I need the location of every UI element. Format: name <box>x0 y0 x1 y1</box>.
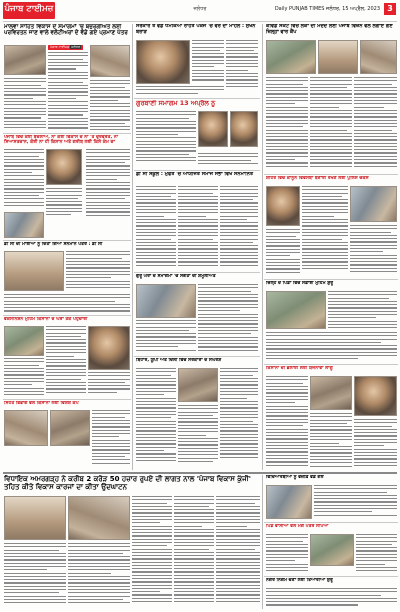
headline-left-second: ਪੰਜਾਬ ਵਿਚ ਕੋਈ ਬਦਲਾਅ, ਨਾ ਕੋਈ ਵਿਕਾਸ ਦੇ ਨਾਂ 'ਤੇ ਦੁਰਵਰਤੋਂ, ਨਾ ਸਿਆਸਤਦਾਨ, ਕੋਈ ਨਾ ਹੀ ਕਿਸਾਨ ਅਤੇ ਗਰੀਬ ਲਈ ਕਿਸੇ ਕੰਮ ਦਾ <box>4 135 119 146</box>
column-separator <box>132 24 133 470</box>
portrait-speaker <box>136 40 190 84</box>
article-text <box>354 77 397 173</box>
article-text <box>88 372 130 396</box>
photo-rally <box>178 368 218 402</box>
photo-villagers <box>310 534 354 566</box>
section-rule <box>134 170 260 171</box>
article-text <box>192 40 224 84</box>
article-text <box>4 358 44 398</box>
section-rule <box>264 174 398 175</box>
column-separator <box>262 24 263 470</box>
headline-bottom-right-1: ਵਿਦਿਆਰਥੀਆਂ ਨੂੰ ਵਜ਼ੀਫ਼ੇ ਵੰਡੇ ਗਏ <box>266 475 324 480</box>
photo-inauguration-2 <box>68 496 130 540</box>
photo-police <box>350 186 397 222</box>
article-text <box>136 368 176 468</box>
headline-gurdwara: ਗੁਰੂ ਘਰਾਂ ਦੇ ਸਮਾਗਮਾਂ 'ਚ ਸੰਗਤਾਂ ਦੀ ਸ਼ਮੂਲੀਅਤ <box>136 274 216 279</box>
headline-left-fourth: ਵੈਕਸੀਨੇਸ਼ਨ ਮੁਹਿੰਮ ਕਿਸਾਨਾਂ ਦੇ ਘਰਾਂ ਤੱਕ ਪਹੁੰਚਾਈ <box>4 317 88 322</box>
headline-bottom-banner: ਵਿਧਾਇਕ ਅਮਰਗੜ੍ਹ ਨੇ ਕਰੀਬ 2 ਕਰੋੜ 50 ਹਜ਼ਾਰ ਰੁਪਏ ਦੀ ਲਾਗਤ ਨਾਲ 'ਪੰਜਾਬ ਵਿਕਾਸ ਕੁੰਜੀ' ਤਹਿਤ ਕੀਤੇ ਵਿਕਾਸ ਕਾਰਜਾਂ ਦਾ ਕੀਤਾ ਉਦਘਾਟਨ <box>4 475 251 492</box>
section-rule <box>3 133 131 134</box>
article-text <box>136 86 224 98</box>
issue-line: Daily PUNJAB TIMES ਜਲੰਧਰ, 15 ਅਪ੍ਰੈਲ, 2023 <box>274 6 380 12</box>
article-text <box>174 496 214 608</box>
section-rule-bottom <box>3 472 397 474</box>
article-text <box>132 496 172 608</box>
article-text <box>266 376 308 470</box>
photo-farmers <box>310 376 352 410</box>
article-text <box>310 413 352 470</box>
section-rule <box>264 522 398 523</box>
headline-bottom-right-3: ਨਗਰ ਨਿਗਮ ਚੋਣਾਂ ਲਈ ਤਿਆਰੀਆਂ ਸ਼ੁਰੂ <box>266 578 333 583</box>
headline-dc-school: ਡੀ ਸੀ ਸਕੂਲ : ਮੁਫਤ 'ਚ ਆਯੋਜਿਤ ਸਮਾਜ ਸਭਾ ਵਿਖੇ ਸਨਮਾਨਿਤ <box>136 172 254 177</box>
column-separator <box>262 475 263 609</box>
photo-meeting <box>4 251 64 291</box>
article-text <box>220 186 258 270</box>
article-text <box>4 149 44 209</box>
headline-right-third: ਜ਼ਿਲ੍ਹੇ ਦੇ ਪਿੰਡਾਂ ਵਿਚ ਸਫ਼ਾਈ ਮੁਹਿੰਮ ਸ਼ੁਰੂ <box>266 281 334 286</box>
portrait-photo <box>230 111 258 147</box>
headline-right-fourth: ਕਿਸਾਨਾਂ ਦੀ ਭਲਾਈ ਲਈ ਯੋਜਨਾਵਾਂ ਲਾਗੂ <box>266 366 333 371</box>
article-text <box>356 534 397 574</box>
photo-inauguration <box>4 496 66 540</box>
portrait-photo <box>46 149 82 185</box>
article-text <box>46 188 82 218</box>
headline-bottom-right-2: ਪਿੰਡ ਵਾਸੀਆਂ ਵੱਲੋਂ ਮੰਗ ਪੱਤਰ ਸੌਂਪਿਆ <box>266 524 329 529</box>
photo-group <box>4 212 44 238</box>
photo-volunteers <box>318 40 358 74</box>
headline-left-third: ਡੀ ਸੀ ਦੀ ਮਾਈਆਂ ਨੂੰ ਦਿੱਤਾ ਗਿਆ ਸਨਮਾਨ ਪੱਤਰ : ਡੀ ਸੀ <box>4 242 103 247</box>
photo-camp-2 <box>50 410 90 446</box>
article-text <box>350 225 397 277</box>
article-text <box>266 588 397 608</box>
section-rule <box>134 98 260 99</box>
article-text <box>328 291 397 331</box>
masthead-rule <box>3 21 397 22</box>
page-number: 3 <box>384 3 396 15</box>
article-text <box>90 80 130 132</box>
article-text <box>4 294 130 314</box>
photo-students <box>266 485 312 519</box>
article-text <box>66 251 130 291</box>
article-text <box>220 368 258 468</box>
article-text <box>92 410 130 470</box>
headline-right-second: ਸ਼ਹਿਰ ਵਿੱਚ ਕਾਨੂੰਨ ਵਿਵਸਥਾ ਬਣਾਈ ਰੱਖਣ ਲਈ ਪੁਲਿਸ ਚੌਕਸ <box>266 176 369 181</box>
article-text <box>198 153 258 169</box>
section-rule <box>264 279 398 280</box>
article-text <box>216 496 260 608</box>
headline-politics: ਬਿਹਾਰ, ਯੂਪੀ ਅਤੇ ਦਿੱਲੀ ਵਿਚ ਸਰਕਾਰਾਂ ਦੇ ਸੰਘਰਸ਼ <box>136 358 222 363</box>
logo <box>3 2 55 19</box>
portrait-official <box>266 186 300 226</box>
article-text <box>266 534 308 574</box>
portrait-photo-officer <box>88 326 130 370</box>
article-text <box>354 419 397 470</box>
masthead <box>0 0 400 22</box>
article-text <box>4 78 46 132</box>
article-text <box>302 186 348 276</box>
section-rule <box>3 240 131 241</box>
photo-gathering <box>136 284 196 318</box>
headline-left-top: ਮਾਲਵਾ ਸਾਹਿਤ ਵਿਕਾਸ ਦੇ ਸਮਾਗਮਾਂ 'ਚ ਬਜ਼ੁਰਗੀਅਤ ਲਈ ਪਰਵਿਰਤਨ ਜਾਣ ਵਾਲੇ ਵਲੰਟੀਅਰਾਂ ਦੇ ਵੰਡੇ ਗਏ ਪ੍ਰਮਾਣ ਪੱਤਰ <box>4 24 128 37</box>
section-rule <box>134 356 260 357</box>
headline-gurbani: ਗੁਰਬਾਣੀ ਸਮਾਗਮ 13 ਅਪ੍ਰੈਲ ਨੂੰ <box>136 100 216 107</box>
section-rule <box>134 272 260 273</box>
portrait-photo <box>354 376 397 416</box>
photo-cleanliness-drive <box>266 291 326 329</box>
article-text <box>226 40 258 92</box>
article-text <box>136 111 196 167</box>
portrait-photo <box>198 111 228 147</box>
article-text <box>266 77 308 173</box>
headline-middle-top: ਸਰਕਾਰ ਤੋਂ ਵੱਡੇ ਧਮਕਿਆਂ ਰਾਹਤ ਪੈਕੇਜ 'ਚ ਵਰ ਦਾ ਮਾਹੌਲ : ਸੁਖਨ ਬਰਾੜ <box>136 24 256 35</box>
photo-campaign <box>4 326 44 356</box>
article-text <box>68 543 130 608</box>
logo-text: ਪੰਜਾਬ ਟਾਈਮਜ਼ <box>4 4 54 14</box>
photo-event <box>4 45 46 75</box>
section-rule <box>3 315 131 316</box>
photo-crowd <box>360 40 397 74</box>
article-text <box>4 543 66 608</box>
section-rule <box>264 576 398 577</box>
article-text <box>136 320 196 354</box>
article-text <box>266 229 300 277</box>
section-rule <box>3 399 131 400</box>
article-text <box>136 186 176 270</box>
article-text <box>178 405 218 469</box>
article-text <box>314 485 397 519</box>
article-text <box>86 149 130 219</box>
article-text <box>310 77 352 173</box>
photo-ceremony <box>90 45 130 77</box>
headline-left-fifth: ਸਿਹਤ ਵਿਭਾਗ ਵੱਲੋਂ ਕਿਸਾਨਾਂ ਲਈ ਵਿਸ਼ੇਸ਼ ਕੈਂਪ <box>4 401 79 406</box>
section-rule <box>264 364 398 365</box>
photo-camp <box>4 410 48 446</box>
photo-camp-site <box>266 40 316 74</box>
article-text <box>46 326 86 396</box>
article-text <box>48 52 88 132</box>
page-tag: ਜਲੰਧਰ <box>193 6 207 12</box>
article-text <box>266 332 397 362</box>
article-text <box>178 186 218 270</box>
article-text <box>198 284 258 354</box>
headline-right-top: ਕੋਵਿਡ ਸੰਕਟ ਵਿੱਚ ਲੋਕਾਂ ਦੀ ਮਦਦ ਲਈ ਪੰਜਾਬ ਵਿਜ਼ਨ ਵਲੋਂ ਲਗਾਏ ਗਏ ਜ਼ਿਲ੍ਹਾ ਵਾਰ ਕੈਂਪ <box>266 24 393 35</box>
dateline: ਪੰਜਾਬ ਟਾਈਮਜ਼ ਜਲੰਧਰ <box>48 45 83 50</box>
